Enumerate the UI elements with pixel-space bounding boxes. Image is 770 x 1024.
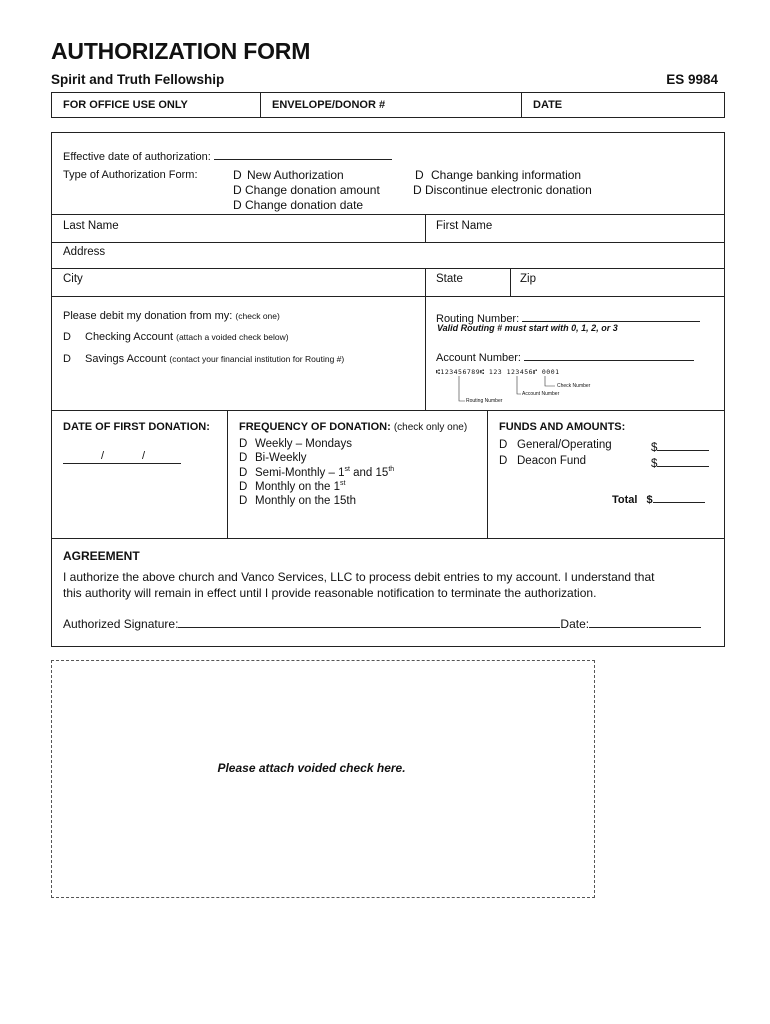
fund-option-general[interactable] (499, 439, 612, 451)
freq-option-monthly-1st[interactable] (239, 480, 345, 493)
divider-freq-funds (487, 410, 488, 538)
divider-agreement-top (51, 538, 725, 539)
divider-address-top (51, 242, 725, 243)
debit-label-text: Please debit my donation from my: (63, 310, 233, 322)
total-amount-field[interactable] (653, 491, 705, 503)
funds-heading: FUNDS AND AMOUNTS: (499, 421, 626, 433)
auth-option-change-amount[interactable] (233, 183, 380, 197)
routing-number-field[interactable] (522, 310, 700, 322)
total-label: Total (612, 494, 638, 506)
divider-city-top (51, 268, 725, 269)
freq-semi-label-b: and 15 (349, 466, 389, 479)
auth-option-change-banking-label: Change banking information (431, 168, 582, 182)
checking-account-option[interactable] (63, 331, 289, 343)
fund-deacon-label: Deacon Fund (517, 455, 587, 467)
auth-option-discontinue-label: Discontinue electronic donation (425, 183, 592, 197)
checkbox-new[interactable]: D (233, 168, 242, 182)
total-dollar: $ (646, 494, 653, 506)
fund-general-label: General/Operating (517, 439, 612, 451)
signature-row (63, 615, 701, 631)
fund-option-deacon[interactable] (499, 455, 586, 467)
freq-semi-sup-2: th (388, 466, 395, 473)
agreement-text-line2: this authority will remain in effect until I provide reasonable notification to terminate the authorization. (63, 586, 597, 600)
routing-number-label: Routing Number: (436, 313, 520, 325)
fund-deacon-amount[interactable] (651, 455, 709, 470)
fund-general-amount[interactable] (651, 439, 709, 454)
freq-option-biweekly[interactable] (239, 452, 307, 464)
office-use-label: FOR OFFICE USE ONLY (63, 99, 188, 111)
state-field[interactable]: State (436, 273, 463, 285)
first-name-field[interactable]: First Name (436, 220, 493, 232)
check-number-caption: Check Number (557, 383, 591, 389)
fund-deacon-dollar: $ (651, 458, 658, 470)
auth-type-label: Type of Authorization Form: (63, 169, 198, 181)
total-row (612, 491, 705, 506)
effective-date-text: Effective date of authorization: (63, 151, 211, 163)
organization-name: Spirit and Truth Fellowship (51, 72, 225, 87)
voided-check-instruction: Please attach voided check here. (217, 761, 406, 775)
checkbox-discontinue[interactable]: D (413, 183, 422, 197)
micr-line: ⑆123456789⑆ 123 123456⑈ 0001 (436, 368, 560, 376)
date-slash-2: / (142, 450, 146, 462)
debit-label (63, 310, 280, 322)
account-number-row (436, 349, 694, 364)
freq-option-semi-monthly[interactable] (239, 466, 394, 479)
routing-number-caption: Routing Number (466, 398, 503, 404)
freq-semi-sup-1: st (344, 466, 350, 473)
freq-monthly-15th-label: Monthly on the 15th (255, 495, 357, 507)
savings-account-option[interactable] (63, 353, 344, 365)
checkbox-semi-monthly[interactable]: D (239, 466, 248, 479)
frequency-label: FREQUENCY OF DONATION: (239, 421, 391, 433)
signature-date-field[interactable] (589, 615, 701, 628)
checkbox-deacon[interactable]: D (499, 455, 508, 467)
freq-monthly-sup: st (340, 480, 346, 487)
auth-option-change-date[interactable] (233, 198, 363, 212)
signature-field[interactable] (178, 615, 560, 628)
agreement-text-line1: I authorize the above church and Vanco Services, LLC to process debit entries to my account. I understand that (63, 570, 655, 584)
freq-biweekly-label: Bi-Weekly (255, 452, 307, 464)
frequency-note: (check only one) (393, 422, 468, 433)
first-donation-date-field[interactable] (63, 452, 181, 464)
agreement-heading: AGREEMENT (63, 549, 140, 563)
auth-option-new[interactable] (233, 168, 344, 182)
freq-semi-label-a: Semi-Monthly – 1 (255, 466, 345, 479)
divider-state-zip (510, 268, 511, 296)
checkbox-monthly-1st[interactable]: D (239, 480, 248, 493)
divider-first-freq (227, 410, 228, 538)
effective-date-field[interactable] (214, 148, 392, 160)
last-name-field[interactable]: Last Name (63, 220, 119, 232)
checkbox-general[interactable]: D (499, 439, 508, 451)
auth-option-discontinue[interactable] (413, 183, 592, 197)
divider-city-state (425, 268, 426, 296)
office-divider-1 (260, 92, 261, 118)
checkbox-weekly[interactable]: D (239, 438, 248, 450)
checkbox-checking[interactable]: D (63, 331, 71, 343)
checkbox-change-date[interactable]: D (233, 198, 242, 212)
auth-option-change-banking[interactable] (415, 168, 581, 182)
checking-label: Checking Account (85, 331, 174, 343)
voided-check-area (51, 660, 595, 898)
debit-check-one: (check one) (235, 311, 280, 321)
divider-bank-split (425, 296, 426, 410)
effective-date-label (63, 148, 392, 163)
envelope-donor-field[interactable]: ENVELOPE/DONOR # (272, 99, 386, 111)
divider-donation-top (51, 410, 725, 411)
office-date-field[interactable]: DATE (533, 99, 563, 111)
savings-label: Savings Account (85, 353, 167, 365)
account-number-field[interactable] (524, 349, 694, 361)
checkbox-savings[interactable]: D (63, 353, 71, 365)
auth-option-change-date-label: Change donation date (245, 198, 364, 212)
checkbox-change-amount[interactable]: D (233, 183, 242, 197)
routing-note: Valid Routing # must start with 0, 1, 2, or 3 (437, 323, 618, 333)
date-slash-1: / (101, 450, 105, 462)
checkbox-biweekly[interactable]: D (239, 452, 248, 464)
form-code: ES 9984 (666, 72, 718, 87)
first-donation-label: DATE OF FIRST DONATION: (63, 421, 210, 433)
account-number-label: Account Number: (436, 352, 521, 364)
city-field[interactable]: City (63, 273, 83, 285)
freq-option-weekly[interactable] (239, 438, 352, 450)
checkbox-change-banking[interactable]: D (415, 168, 424, 182)
checking-note: (attach a voided check below) (176, 332, 289, 342)
divider-donor-top (51, 214, 725, 215)
auth-option-new-label: New Authorization (247, 168, 344, 182)
freq-weekly-label: Weekly – Mondays (255, 438, 352, 450)
zip-field[interactable]: Zip (520, 273, 536, 285)
form-title: AUTHORIZATION FORM (51, 38, 311, 64)
freq-monthly-1st-label: Monthly on the 1 (255, 480, 341, 493)
office-divider-2 (521, 92, 522, 118)
address-field[interactable]: Address (63, 246, 106, 258)
checkbox-monthly-15th[interactable]: D (239, 495, 248, 507)
savings-note: (contact your financial institution for Routing #) (169, 354, 345, 364)
fund-deacon-amount-field[interactable] (657, 455, 709, 467)
signature-label: Authorized Signature: (63, 617, 179, 631)
frequency-heading (239, 421, 467, 433)
signature-date-label: Date: (560, 617, 590, 631)
divider-bank-top (51, 296, 725, 297)
divider-name-split (425, 214, 426, 242)
account-number-caption: Account Number (522, 391, 560, 397)
fund-general-amount-field[interactable] (657, 439, 709, 451)
fund-general-dollar: $ (651, 442, 658, 454)
freq-option-monthly-15th[interactable] (239, 495, 356, 507)
auth-option-change-amount-label: Change donation amount (245, 183, 380, 197)
